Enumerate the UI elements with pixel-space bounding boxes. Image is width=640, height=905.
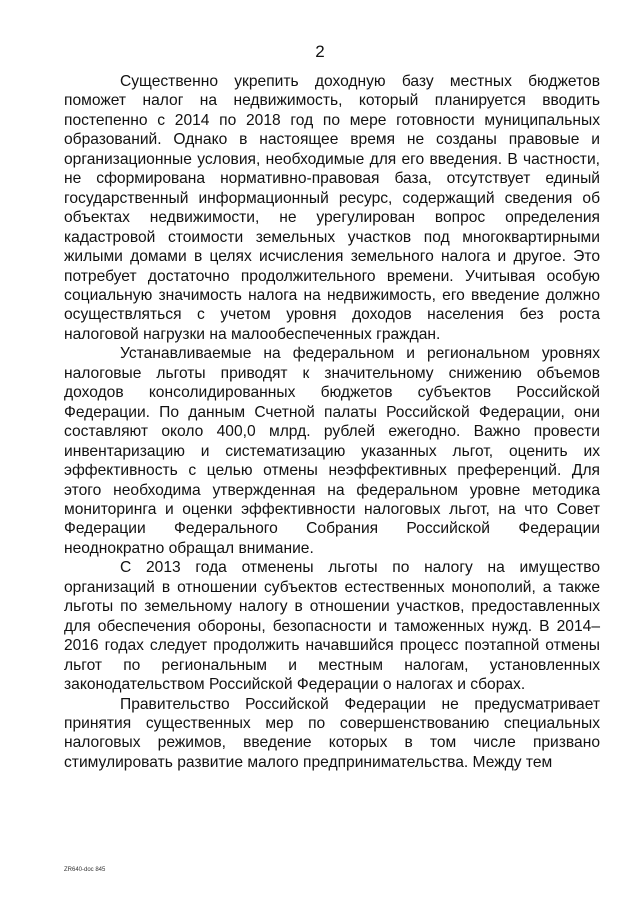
document-body [64, 72, 600, 772]
page-number: 2 [315, 42, 325, 61]
paragraph-benefit-cancellation: С 2013 года отменены льготы по налогу на имущество организаций в отношении субъектов естественных монополий, а также льготы по земельному налогу в отношении участков, предоставленных для обеспечения обороны, безопасности и таможенных нужд. В 2014–2016 годах следует продолжить начавшийся процесс поэтапной отмены льгот по региональным и местным налогам, установленных законодательством Российской Федерации о налогах и сборах. [64, 559, 600, 694]
paragraph-real-estate-tax: Существенно укрепить доходную базу местных бюджетов поможет налог на недвижимость, который планируется вводить постепенно с 2014 по 2018 год по мере готовности муниципальных образований. Однако в настоящее время не созданы правовые и организационные условия, необходимые для его введения. В частности, не сформирована нормативно-правовая база, отсутствует единый государственный информационный ресурс, содержащий сведения об объектах недвижимости, не урегулирован вопрос определения кадастровой стоимости земельных участков под многоквартирными жилыми домами в целях исчисления земельного налога и другое. Это потребует достаточно продолжительного времени. Учитывая особую социальную значимость налога на недвижимость, его введение должно осуществляться с учетом уровня доходов населения без роста налоговой нагрузки на малообеспеченных граждан. [64, 73, 600, 343]
paragraph-tax-benefits: Устанавливаемые на федеральном и региональном уровнях налоговые льготы приводят к значительному снижению объемов доходов консолидированных бюджетов субъектов Российской Федерации. По данным Счетной палаты Российской Федерации, они составляют около 400,0 млрд. рублей ежегодно. Важно провести инвентаризацию и систематизацию указанных льгот, оценить их эффективность с целью отмены неэффективных преференций. Для этого необходима утвержденная на федеральном уровне методика мониторинга и оценки эффективности налоговых льгот, на что Совет Федерации Федерального Собрания Российской Федерации неоднократно обращал внимание. [64, 345, 600, 557]
footer-document-code: ZR640-doc 845 [64, 867, 106, 873]
paragraph-special-tax-regimes: Правительство Российской Федерации не предусматривает принятия существенных мер по совершенствованию специальных налоговых режимов, введение которых в том числе призвано стимулировать развитие малого предпринимательства. Между тем [64, 695, 600, 771]
